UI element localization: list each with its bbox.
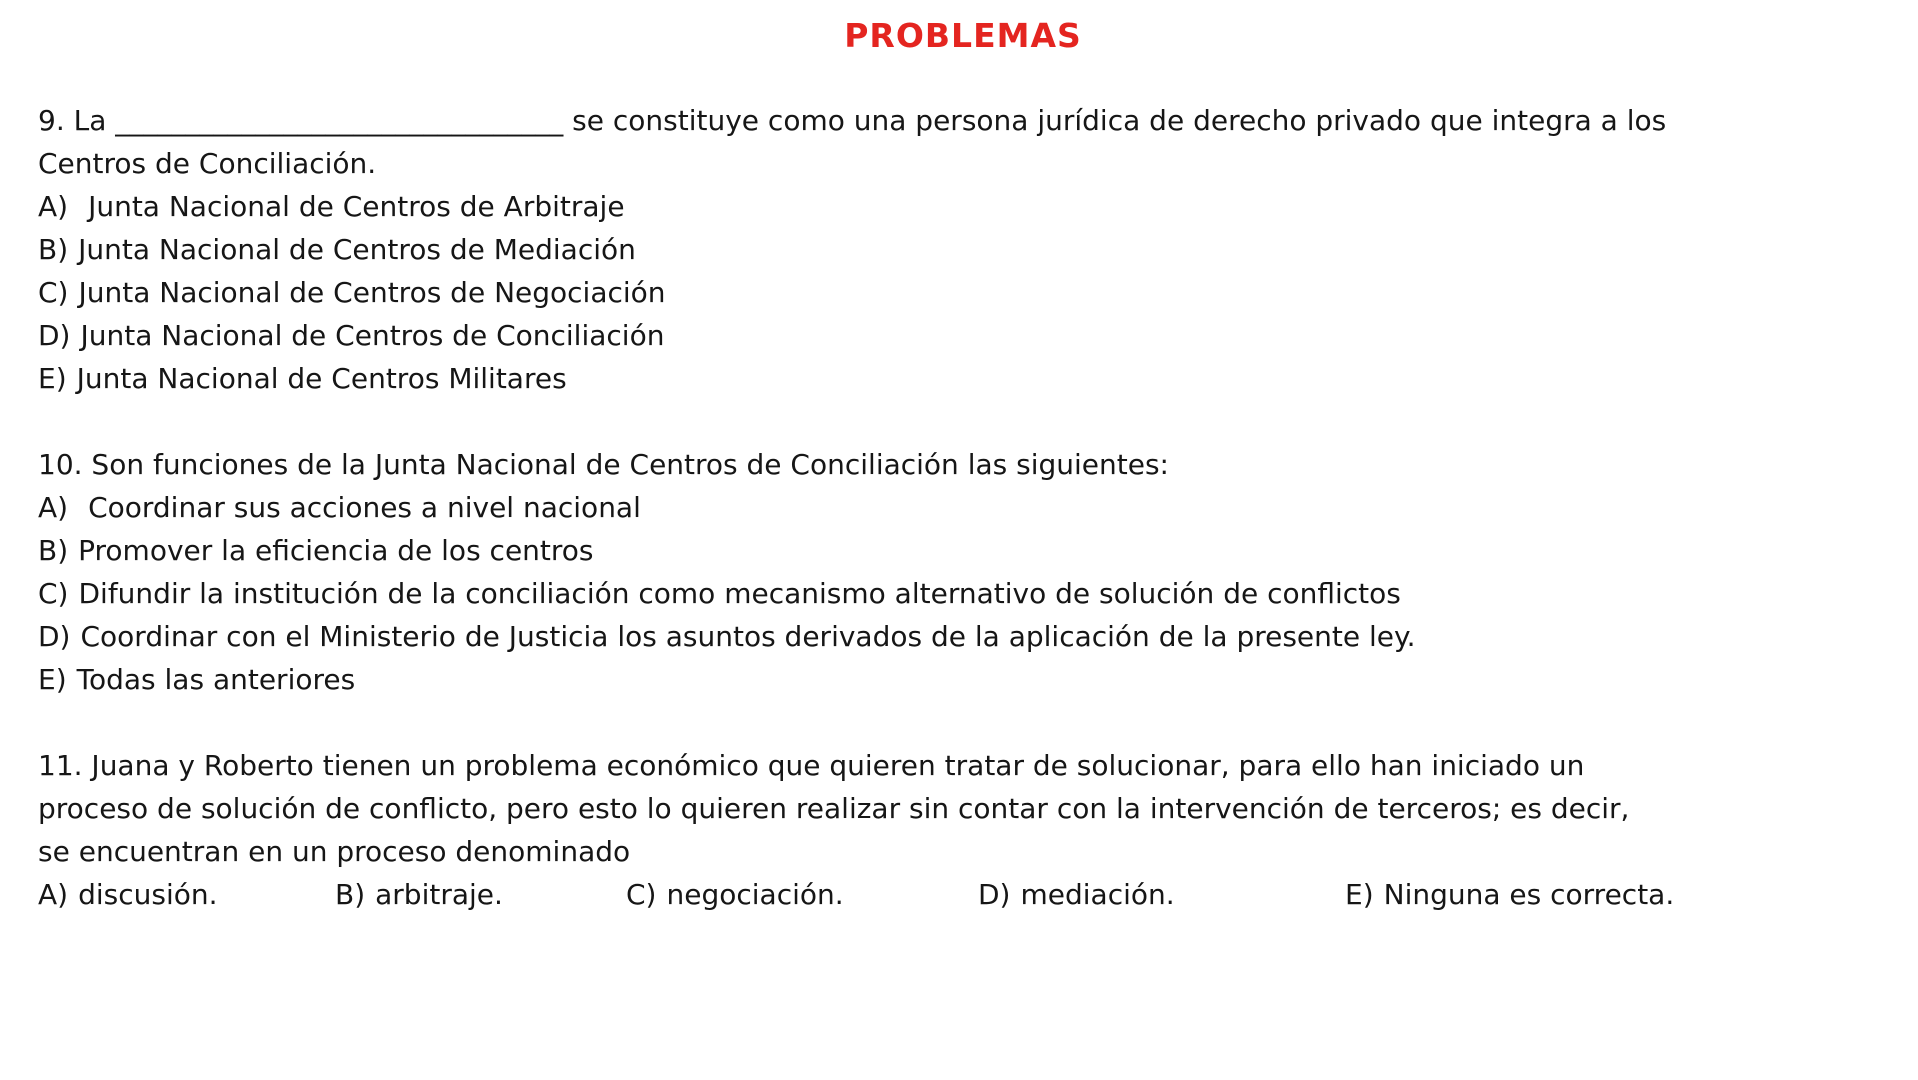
question-11 <box>38 744 1888 916</box>
option-e-text: Ninguna es correcta. <box>1383 878 1675 911</box>
question-9-option-b <box>38 228 1888 271</box>
question-10-option-b <box>38 529 1888 572</box>
option-e-label: E) <box>1345 878 1374 911</box>
option-a-label: A) <box>38 190 69 223</box>
option-c-text: Difundir la institución de la conciliación como mecanismo alternativo de solución de conflictos <box>78 577 1401 610</box>
question-9-option-a <box>38 185 1888 228</box>
option-a-text: Coordinar sus acciones a nivel nacional <box>88 491 641 524</box>
option-e-label: E) <box>38 362 67 395</box>
question-10-stem-line-1: 10. Son funciones de la Junta Nacional de Centros de Conciliación las siguientes: <box>38 448 1169 481</box>
option-b-label: B) <box>335 878 366 911</box>
option-b-text: Junta Nacional de Centros de Mediación <box>78 233 636 266</box>
option-b-text: Promover la eficiencia de los centros <box>78 534 594 567</box>
option-d-label: D) <box>978 878 1011 911</box>
option-d-text: mediación. <box>1020 878 1175 911</box>
option-d-label: D) <box>38 620 71 653</box>
question-9-stem-line-1: 9. La ________________________________ se constituye como una persona jurídica de derecho privado que integra a los <box>38 104 1667 137</box>
question-9-option-e <box>38 357 1888 400</box>
option-d-text: Junta Nacional de Centros de Conciliación <box>80 319 665 352</box>
option-a-text: discusión. <box>78 878 218 911</box>
option-c-label: C) <box>38 577 69 610</box>
option-b-label: B) <box>38 233 69 266</box>
option-b-text: arbitraje. <box>375 878 503 911</box>
option-a-text: Junta Nacional de Centros de Arbitraje <box>88 190 625 223</box>
question-10 <box>38 443 1888 701</box>
question-11-option-d <box>978 873 1345 916</box>
option-a-label: A) <box>38 878 69 911</box>
option-a-label: A) <box>38 491 69 524</box>
question-11-stem-line-2: proceso de solución de conflicto, pero esto lo quieren realizar sin contar con la intervención de terceros; es decir, <box>38 792 1630 825</box>
question-10-option-a <box>38 486 1888 529</box>
question-11-options-row <box>38 873 1888 916</box>
question-10-option-d <box>38 615 1888 658</box>
question-11-option-a <box>38 873 335 916</box>
option-e-text: Todas las anteriores <box>76 663 356 696</box>
option-b-label: B) <box>38 534 69 567</box>
question-11-option-b <box>335 873 626 916</box>
option-c-label: C) <box>626 878 657 911</box>
question-10-option-e <box>38 658 1888 701</box>
question-11-stem-line-3: se encuentran en un proceso denominado <box>38 835 631 868</box>
option-e-label: E) <box>38 663 67 696</box>
option-c-text: Junta Nacional de Centros de Negociación <box>78 276 666 309</box>
question-9-stem-line-2: Centros de Conciliación. <box>38 147 377 180</box>
option-e-text: Junta Nacional de Centros Militares <box>76 362 567 395</box>
question-11-option-e <box>1345 873 1674 916</box>
question-11-stem-line-1: 11. Juana y Roberto tienen un problema económico que quieren tratar de solucionar, para ello han iniciado un <box>38 749 1585 782</box>
question-11-option-c <box>626 873 978 916</box>
option-d-label: D) <box>38 319 71 352</box>
question-9 <box>38 99 1888 400</box>
question-9-option-c <box>38 271 1888 314</box>
option-d-text: Coordinar con el Ministerio de Justicia los asuntos derivados de la aplicación de la presente ley. <box>80 620 1416 653</box>
option-c-text: negociación. <box>666 878 844 911</box>
option-c-label: C) <box>38 276 69 309</box>
question-9-option-d <box>38 314 1888 357</box>
question-10-option-c <box>38 572 1888 615</box>
page-title: PROBLEMAS <box>844 16 1082 55</box>
